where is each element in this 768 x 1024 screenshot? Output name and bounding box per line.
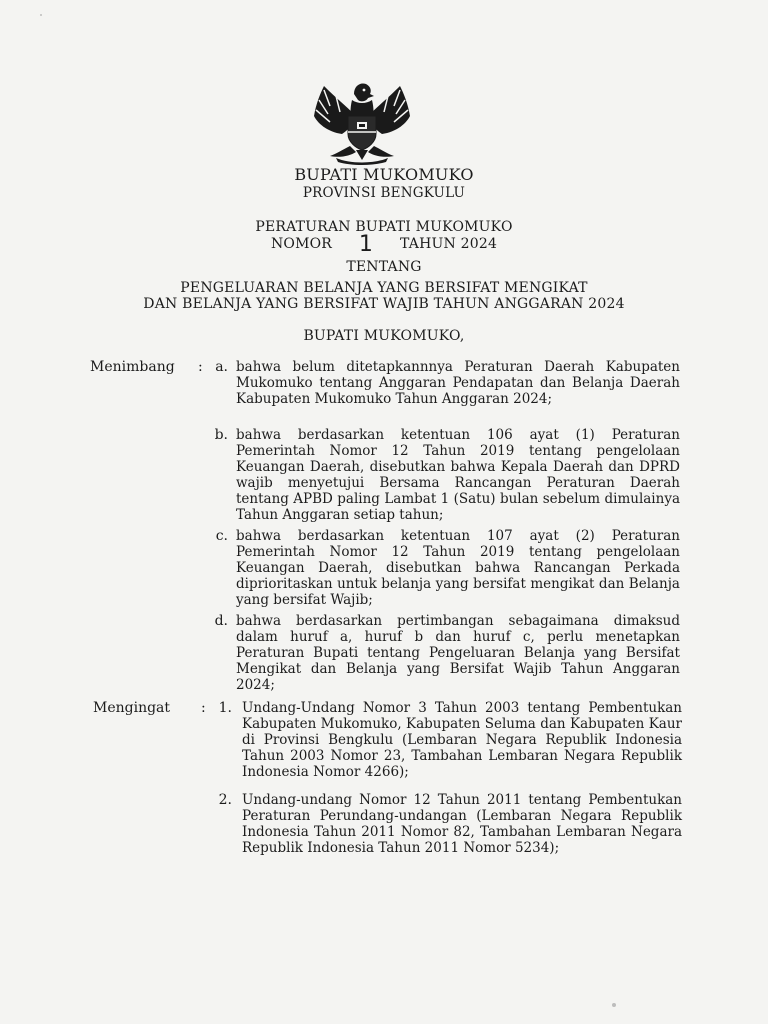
scan-speck — [612, 1003, 616, 1007]
issuer-title: BUPATI MUKOMUKO — [294, 165, 474, 184]
menimbang-item-c: bahwa berdasarkan ketentuan 107 ayat (2) Peraturan Pemerintah Nomor 12 Tahun 2019 tentang pengelolaan Keuangan Daerah, disebutkan bahwa Rancangan Perkada diprioritaskan untuk belanja yang bersifat mengikat dan Belanja yang bersifat Wajib; — [236, 528, 680, 608]
menimbang-marker-d: d. — [214, 613, 228, 629]
menimbang-label: Menimbang — [90, 359, 175, 375]
garuda-emblem-icon — [306, 76, 418, 166]
nomor-value: 1 — [358, 232, 374, 257]
menimbang-item-a: bahwa belum ditetapkannnya Peraturan Daerah Kabupaten Mukomuko tentang Anggaran Pendapatan dan Belanja Daerah Kabupaten Mukomuko Tahun Anggaran 2024; — [236, 359, 680, 407]
regulation-number-line — [0, 232, 768, 257]
mengingat-marker-1: 1. — [218, 700, 232, 716]
mengingat-item-1: Undang-Undang Nomor 3 Tahun 2003 tentang Pembentukan Kabupaten Mukomuko, Kabupaten Seluma dan Kabupaten Kaur di Provinsi Bengkulu (Lembaran Negara Republik Indonesia Tahun 2003 Nomor 23, Tambahan Lembaran Negara Republik Indonesia Nomor 4266); — [242, 700, 682, 780]
menimbang-colon: : — [198, 359, 203, 375]
issuer-closing: BUPATI MUKOMUKO, — [303, 328, 465, 344]
mengingat-label: Mengingat — [93, 700, 171, 716]
tahun-label: TAHUN 2024 — [400, 236, 498, 252]
menimbang-item-b: bahwa berdasarkan ketentuan 106 ayat (1) Peraturan Pemerintah Nomor 12 Tahun 2019 tentang pengelolaan Keuangan Daerah, disebutkan bahwa Kepala Daerah dan DPRD wajib menyetujui Bersama Rancangan Peraturan Daerah tentang APBD paling Lambat 1 (Satu) bulan sebelum dimulainya Tahun Anggaran setiap tahun; — [236, 427, 680, 523]
mengingat-colon: : — [201, 700, 206, 716]
nomor-label: NOMOR — [270, 236, 333, 252]
menimbang-marker-c: c. — [215, 528, 228, 544]
mengingat-marker-2: 2. — [218, 792, 232, 808]
menimbang-marker-a: a. — [215, 359, 228, 375]
mengingat-item-2: Undang-undang Nomor 12 Tahun 2011 tentang Pembentukan Peraturan Perundang-undangan (Lembaran Negara Republik Indonesia Tahun 2011 Nomor 82, Tambahan Lembaran Negara Republik Indonesia Tahun 2011 Nomor 5234); — [242, 792, 682, 856]
subject-line-2: DAN BELANJA YANG BERSIFAT WAJIB TAHUN ANGGARAN 2024 — [143, 296, 625, 312]
subject-line-1: PENGELUARAN BELANJA YANG BERSIFAT MENGIKAT — [180, 280, 588, 296]
regulation-title: PERATURAN BUPATI MUKOMUKO — [255, 219, 513, 235]
province-title: PROVINSI BENGKULU — [302, 185, 466, 201]
menimbang-marker-b: b. — [214, 427, 228, 443]
menimbang-item-d: bahwa berdasarkan pertimbangan sebagaimana dimaksud dalam huruf a, huruf b dan huruf c, perlu menetapkan Peraturan Bupati tentang Pengeluaran Belanja yang Bersifat Mengikat dan Belanja yang Bersifat Wajib Tahun Anggaran 2024; — [236, 613, 680, 693]
tentang-heading: TENTANG — [346, 259, 422, 275]
scan-speck — [40, 14, 42, 16]
